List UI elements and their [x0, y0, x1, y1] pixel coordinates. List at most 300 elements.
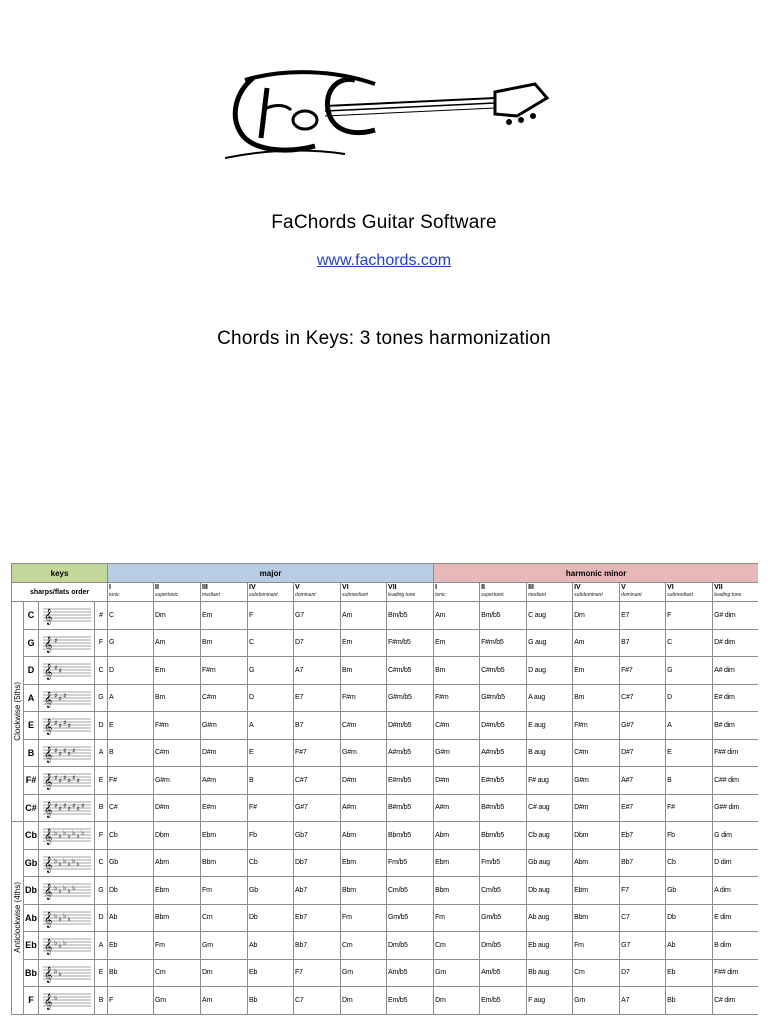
chord-cell: B7 — [620, 629, 666, 657]
chord-cell: D#m/b5 — [480, 712, 527, 740]
chord-cell: Em/b5 — [480, 987, 527, 1015]
chord-cell: G7 — [620, 932, 666, 960]
staff-icon — [41, 798, 93, 818]
chord-cell: F aug — [527, 987, 573, 1015]
chord-cell: Dm/b5 — [387, 932, 434, 960]
degree-function: dominant — [621, 592, 642, 598]
chord-cell: E — [108, 712, 154, 740]
key-signature-staff — [39, 794, 95, 822]
degree-numeral: I — [109, 584, 111, 591]
degree-header-cell — [666, 583, 713, 602]
sharps-flats-order-cell: E — [95, 767, 108, 795]
chord-cell: B7 — [294, 712, 341, 740]
staff-icon — [41, 908, 93, 928]
chord-cell: F#m — [434, 684, 480, 712]
key-name: F — [24, 987, 39, 1015]
chord-cell: E#m — [201, 794, 248, 822]
chord-cell: G7 — [294, 602, 341, 630]
sharp-icon: ♯ — [63, 746, 67, 755]
staff-icon — [41, 825, 93, 845]
sharp-icon: ♯ — [54, 719, 58, 728]
chord-cell: B — [666, 767, 713, 795]
chord-cell: Gm/b5 — [387, 904, 434, 932]
chord-cell: Cm/b5 — [480, 877, 527, 905]
sharps-flats-order-cell: A — [95, 932, 108, 960]
sharp-icon: ♯ — [76, 804, 80, 813]
anticlockwise-label — [12, 822, 24, 1015]
flat-icon: ♭ — [54, 966, 58, 975]
chord-cell: D dim — [713, 849, 758, 877]
flat-icon: ♭ — [54, 939, 58, 948]
chord-cell: F# — [108, 767, 154, 795]
chord-cell: F — [108, 987, 154, 1015]
sharps-flats-order-cell: D — [95, 712, 108, 740]
chord-cell: Ab — [108, 904, 154, 932]
chord-cell: Cb — [108, 822, 154, 850]
treble-clef-icon: 𝄞 — [44, 856, 53, 873]
sharp-icon: ♯ — [63, 801, 67, 810]
chord-cell: Eb7 — [620, 822, 666, 850]
chord-cell: F# — [248, 794, 294, 822]
sharps-flats-order-cell: B — [95, 987, 108, 1015]
chord-cell: C aug — [527, 602, 573, 630]
table-row — [12, 767, 759, 795]
staff-icon — [41, 633, 93, 653]
staff-icon — [41, 605, 93, 625]
chord-cell: F#m/b5 — [387, 629, 434, 657]
staff-icon — [41, 660, 93, 680]
key-name: F# — [24, 767, 39, 795]
chord-cell: Gm/b5 — [480, 904, 527, 932]
degree-header-cell — [201, 583, 248, 602]
chord-cell: Ebm — [154, 877, 201, 905]
chord-cell: B dim — [713, 932, 758, 960]
chord-cell: G#m — [573, 767, 620, 795]
flat-icon: ♭ — [58, 914, 62, 923]
chord-cell: F## dim — [713, 739, 758, 767]
chord-cell: Gm — [573, 987, 620, 1015]
key-signature-staff — [39, 932, 95, 960]
chord-cell: D#7 — [620, 739, 666, 767]
chord-cell: Fm — [154, 932, 201, 960]
flat-icon: ♭ — [58, 832, 62, 841]
chord-cell: B# dim — [713, 712, 758, 740]
chord-cell: Eb — [248, 959, 294, 987]
chord-cell: Cm/b5 — [387, 877, 434, 905]
sharps-flats-order-cell: E — [95, 959, 108, 987]
chord-cell: F7 — [294, 959, 341, 987]
chord-cell: Dm — [201, 959, 248, 987]
staff-icon — [41, 880, 93, 900]
degree-function: leading tone — [388, 592, 416, 598]
chord-cell: E# dim — [713, 684, 758, 712]
chord-cell: Cm — [341, 932, 387, 960]
chord-cell: Gb aug — [527, 849, 573, 877]
chord-cell: C## dim — [713, 767, 758, 795]
degree-function: dominant — [295, 592, 316, 598]
chord-cell: Gb — [108, 849, 154, 877]
chord-cell: D#m/b5 — [387, 712, 434, 740]
chord-cell: A#m — [201, 767, 248, 795]
key-signature-staff — [39, 712, 95, 740]
chord-cell: Db — [248, 904, 294, 932]
chord-cell: Em/b5 — [387, 987, 434, 1015]
staff-icon — [41, 935, 93, 955]
degree-header-cell — [713, 583, 758, 602]
degree-header-cell — [387, 583, 434, 602]
chord-cell: A#m/b5 — [480, 739, 527, 767]
chord-cell: G#7 — [620, 712, 666, 740]
flat-icon: ♭ — [72, 856, 76, 865]
degree-numeral: VI — [667, 584, 674, 591]
chord-cell: Eb7 — [294, 904, 341, 932]
chord-cell: Cm — [434, 932, 480, 960]
chord-cell: Bbm — [341, 877, 387, 905]
chord-cell: Bbm — [434, 877, 480, 905]
chord-cell: Cm — [201, 904, 248, 932]
chord-cell: Am — [341, 602, 387, 630]
flat-icon: ♭ — [63, 939, 67, 948]
chord-cell: Bm — [201, 629, 248, 657]
flat-icon: ♭ — [81, 829, 85, 838]
chord-cell: Am/b5 — [387, 959, 434, 987]
document-title: Chords in Keys: 3 tones harmonization — [217, 328, 551, 349]
chord-cell: D7 — [620, 959, 666, 987]
sharp-icon: ♯ — [58, 722, 62, 731]
flat-icon: ♭ — [58, 942, 62, 951]
major-header: major — [108, 564, 434, 583]
table-row — [12, 904, 759, 932]
flat-icon: ♭ — [72, 829, 76, 838]
chord-cell: Fm — [434, 904, 480, 932]
sharps-flats-order-cell: G — [95, 684, 108, 712]
key-signature-staff — [39, 822, 95, 850]
degree-numeral: VII — [714, 584, 723, 591]
chord-cell: Bm/b5 — [480, 602, 527, 630]
treble-clef-icon: 𝄞 — [44, 609, 53, 626]
flat-icon: ♭ — [58, 859, 62, 868]
flat-icon: ♭ — [63, 856, 67, 865]
table-row — [12, 739, 759, 767]
chord-cell: C#m — [201, 684, 248, 712]
chord-cell: G# dim — [713, 602, 758, 630]
chord-cell: Dbm — [154, 822, 201, 850]
chord-cell: F#7 — [294, 739, 341, 767]
chord-cell: Bm — [573, 684, 620, 712]
table-row — [12, 877, 759, 905]
chord-cell: A — [666, 712, 713, 740]
flat-icon: ♭ — [58, 969, 62, 978]
chord-cell: Ab7 — [294, 877, 341, 905]
table-row — [12, 959, 759, 987]
chord-table-sheet — [11, 563, 758, 1024]
chord-cell: Bb7 — [294, 932, 341, 960]
chord-cell: G## dim — [713, 794, 758, 822]
chord-cell: Bb — [108, 959, 154, 987]
key-name: B — [24, 739, 39, 767]
table-row — [12, 849, 759, 877]
chord-cell: Fb — [666, 822, 713, 850]
sharp-icon: ♯ — [63, 691, 67, 700]
chord-cell: Abm — [154, 849, 201, 877]
website-link-container — [0, 252, 768, 270]
chord-cell: C#m/b5 — [480, 657, 527, 685]
chord-cell: Am — [201, 987, 248, 1015]
chord-cell: E#m/b5 — [480, 767, 527, 795]
treble-clef-icon: 𝄞 — [44, 801, 53, 818]
sharp-icon: ♯ — [54, 746, 58, 755]
degree-header-cell — [573, 583, 620, 602]
table-row — [12, 822, 759, 850]
chord-cell: Am/b5 — [480, 959, 527, 987]
chord-cell: Dbm — [573, 822, 620, 850]
rotated-side-text: Clockwise (5ths) — [13, 682, 22, 741]
degree-numeral: II — [155, 584, 159, 591]
chord-cell: Cb — [248, 849, 294, 877]
table-row — [12, 602, 759, 630]
chord-cell: Dm — [434, 987, 480, 1015]
chord-cell: Db — [108, 877, 154, 905]
sharps-flats-order-cell: G — [95, 877, 108, 905]
degree-numeral: VI — [342, 584, 349, 591]
chord-cell: C — [666, 629, 713, 657]
degree-header-cell — [341, 583, 387, 602]
chord-cell: A#7 — [620, 767, 666, 795]
flat-icon: ♭ — [67, 887, 71, 896]
chord-cell: Em — [341, 629, 387, 657]
chord-cell: E dim — [713, 904, 758, 932]
chord-cell: Am — [573, 629, 620, 657]
chord-cell: C7 — [620, 904, 666, 932]
clockwise-label — [12, 602, 24, 822]
key-name: E — [24, 712, 39, 740]
chord-cell: Ab — [666, 932, 713, 960]
sharp-icon: ♯ — [67, 777, 71, 786]
chord-cell: Cm — [154, 959, 201, 987]
degree-function: subdominant — [574, 592, 603, 598]
chord-cell: E7 — [294, 684, 341, 712]
key-signature-staff — [39, 849, 95, 877]
sharps-flats-order-cell: B — [95, 794, 108, 822]
chord-cell: Bbm/b5 — [480, 822, 527, 850]
degree-numeral: IV — [249, 584, 256, 591]
chord-cell: Gm — [154, 987, 201, 1015]
degree-function: tonic — [109, 592, 120, 598]
sharp-icon: ♯ — [58, 777, 62, 786]
chord-cell: E7 — [620, 602, 666, 630]
chord-cell: G#m — [341, 739, 387, 767]
staff-icon — [41, 853, 93, 873]
chord-cell: Db7 — [294, 849, 341, 877]
staff-icon — [41, 743, 93, 763]
degree-header-cell — [527, 583, 573, 602]
chord-cell: Bm — [434, 657, 480, 685]
chord-cell: A#m — [341, 794, 387, 822]
flat-icon: ♭ — [63, 829, 67, 838]
chord-cell: D#m — [154, 794, 201, 822]
degree-function: leading tone — [714, 592, 742, 598]
flat-icon: ♭ — [54, 856, 58, 865]
chord-cell: Fm — [341, 904, 387, 932]
chord-cell: C#m — [434, 712, 480, 740]
chord-cell: Fm/b5 — [480, 849, 527, 877]
flat-icon: ♭ — [63, 911, 67, 920]
table-row — [12, 712, 759, 740]
chord-cell: C#m — [341, 712, 387, 740]
chord-cell: G#m/b5 — [387, 684, 434, 712]
treble-clef-icon: 𝄞 — [44, 746, 53, 763]
chord-cell: F# aug — [527, 767, 573, 795]
chord-cell: Bb — [666, 987, 713, 1015]
degree-numeral: V — [621, 584, 626, 591]
staff-icon — [41, 990, 93, 1010]
staff-icon — [41, 963, 93, 983]
chord-cell: B#m/b5 — [480, 794, 527, 822]
table-row — [12, 657, 759, 685]
degree-header-row — [12, 583, 759, 602]
degree-header-cell — [154, 583, 201, 602]
chord-cell: E — [666, 739, 713, 767]
key-signature-staff — [39, 877, 95, 905]
treble-clef-icon: 𝄞 — [44, 829, 53, 846]
chord-cell: D#m — [434, 767, 480, 795]
sharp-icon: ♯ — [67, 722, 71, 731]
flat-icon: ♭ — [54, 829, 58, 838]
sharp-icon: ♯ — [67, 804, 71, 813]
chord-cell: Cm — [573, 959, 620, 987]
table-row — [12, 794, 759, 822]
flat-icon: ♭ — [67, 914, 71, 923]
chord-cell: D#m — [341, 767, 387, 795]
chord-cell: Fb — [248, 822, 294, 850]
chord-cell: Gb — [666, 877, 713, 905]
flat-icon: ♭ — [76, 859, 80, 868]
chord-cell: G — [666, 657, 713, 685]
website-link[interactable]: www.fachords.com — [316, 252, 452, 269]
chord-cell: D#m — [201, 739, 248, 767]
key-name: C# — [24, 794, 39, 822]
sharp-icon: ♯ — [72, 774, 76, 783]
degree-function: subdominant — [249, 592, 278, 598]
chord-cell: Em — [154, 657, 201, 685]
degree-function: mediant — [202, 592, 220, 598]
chord-cell: Bb — [248, 987, 294, 1015]
chord-cell: Db — [666, 904, 713, 932]
chord-cell: F#m — [201, 657, 248, 685]
chord-cell: C — [108, 602, 154, 630]
sharp-icon: ♯ — [54, 774, 58, 783]
degree-function: supertonic — [481, 592, 505, 598]
rotated-side-text: Anticlockwise (4ths) — [13, 882, 22, 954]
treble-clef-icon: 𝄞 — [44, 664, 53, 681]
chord-cell: E — [248, 739, 294, 767]
chord-cell: G — [248, 657, 294, 685]
chord-cell: Fm — [573, 932, 620, 960]
key-name: Gb — [24, 849, 39, 877]
chord-cell: F## dim — [713, 959, 758, 987]
chord-cell: Bbm — [573, 904, 620, 932]
chord-cell: G#m — [201, 712, 248, 740]
degree-numeral: III — [202, 584, 208, 591]
flat-icon: ♭ — [54, 994, 58, 1003]
degree-numeral: III — [528, 584, 534, 591]
chord-cell: C# — [108, 794, 154, 822]
chord-cell: E#m/b5 — [387, 767, 434, 795]
table-header-row — [12, 564, 759, 583]
key-name: Eb — [24, 932, 39, 960]
chord-cell: F#m — [154, 712, 201, 740]
sharp-icon: ♯ — [67, 749, 71, 758]
key-name: Cb — [24, 822, 39, 850]
chord-cell: Cb — [666, 849, 713, 877]
chord-cell: B#m/b5 — [387, 794, 434, 822]
sharp-icon: ♯ — [58, 694, 62, 703]
chord-cell: Eb aug — [527, 932, 573, 960]
table-row — [12, 987, 759, 1015]
chord-cell: D# dim — [713, 629, 758, 657]
treble-clef-icon: 𝄞 — [44, 691, 53, 708]
sharp-icon: ♯ — [72, 801, 76, 810]
degree-header-cell — [108, 583, 154, 602]
chord-cell: F#m — [573, 712, 620, 740]
treble-clef-icon: 𝄞 — [44, 719, 53, 736]
key-signature-staff — [39, 629, 95, 657]
flat-icon: ♭ — [54, 911, 58, 920]
flat-icon: ♭ — [67, 859, 71, 868]
chord-cell: G#m — [434, 739, 480, 767]
chord-cell: G — [108, 629, 154, 657]
staff-icon — [41, 770, 93, 790]
table-row — [12, 684, 759, 712]
chord-cell: A#m/b5 — [387, 739, 434, 767]
staff-icon — [41, 715, 93, 735]
degree-header-cell — [434, 583, 480, 602]
sharp-icon: ♯ — [58, 749, 62, 758]
chord-cell: Am — [154, 629, 201, 657]
chord-cell: Db aug — [527, 877, 573, 905]
treble-clef-icon: 𝄞 — [44, 774, 53, 791]
chord-cell: Bbm — [154, 904, 201, 932]
chord-cell: B — [108, 739, 154, 767]
flat-icon: ♭ — [67, 832, 71, 841]
chord-cell: Fm/b5 — [387, 849, 434, 877]
treble-clef-icon: 𝄞 — [44, 884, 53, 901]
key-name: Db — [24, 877, 39, 905]
chord-cell: F — [248, 602, 294, 630]
key-signature-staff — [39, 959, 95, 987]
degree-numeral: II — [481, 584, 485, 591]
chord-cell: Gm — [434, 959, 480, 987]
chord-cell: C#m — [154, 739, 201, 767]
table-row — [12, 629, 759, 657]
key-name: A — [24, 684, 39, 712]
sharps-flats-order-cell: F — [95, 629, 108, 657]
chord-cell: Em — [434, 629, 480, 657]
chord-cell: A7 — [294, 657, 341, 685]
chord-cell: F — [666, 602, 713, 630]
chord-cell: Abm — [434, 822, 480, 850]
chord-cell: D — [248, 684, 294, 712]
chord-cell: A# dim — [713, 657, 758, 685]
key-signature-staff — [39, 684, 95, 712]
chord-cell: Ab aug — [527, 904, 573, 932]
degree-numeral: V — [295, 584, 300, 591]
fachords-logo — [225, 58, 555, 168]
keys-header: keys — [12, 564, 108, 583]
key-name: Ab — [24, 904, 39, 932]
chord-cell: D#m — [573, 794, 620, 822]
sharp-icon: ♯ — [76, 777, 80, 786]
